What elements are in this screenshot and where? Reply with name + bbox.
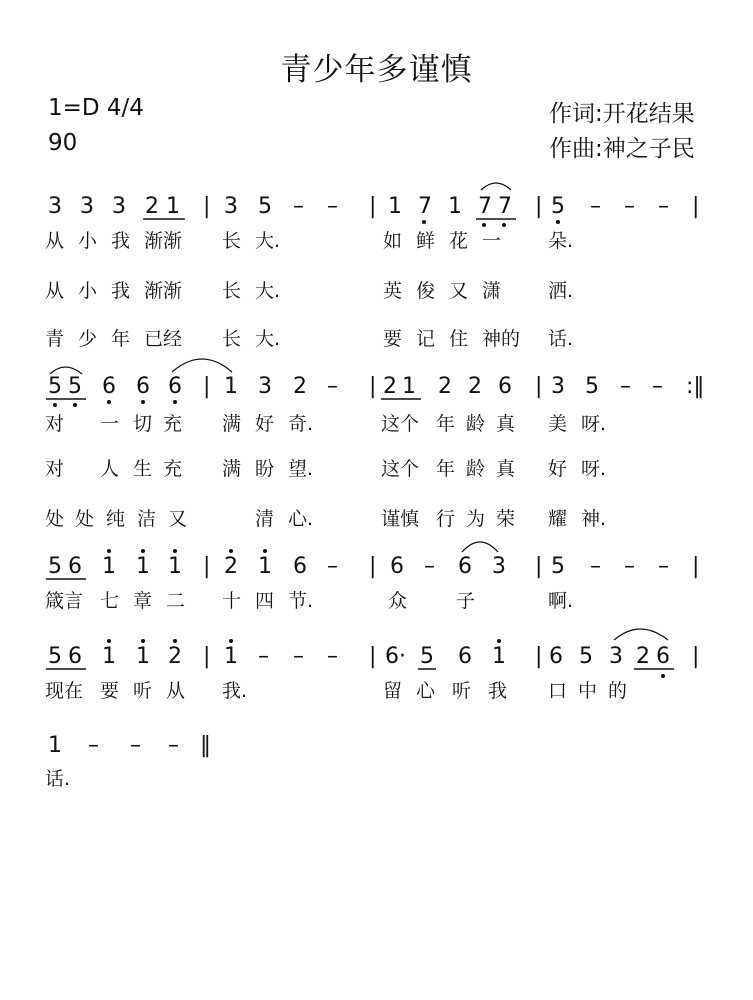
lyric: 章 — [133, 590, 153, 612]
upper-octave-dot — [141, 549, 145, 553]
lyric: 话. — [548, 328, 574, 350]
lyric: 心. — [288, 508, 314, 530]
lyric: 谨慎 — [381, 508, 420, 530]
barline: | — [203, 194, 211, 219]
lyric: 一 — [100, 413, 120, 435]
tempo: 90 — [48, 130, 78, 156]
lyric: 奇. — [288, 413, 314, 435]
note: 5 — [551, 554, 565, 579]
dash: – — [590, 554, 601, 579]
upper-octave-dot — [107, 639, 111, 643]
note: 2 — [293, 374, 307, 399]
note: 2 — [636, 644, 650, 669]
lyric: 又 — [168, 508, 188, 530]
lyric: 这个 — [381, 413, 420, 435]
score-row-5 — [48, 733, 211, 758]
lyric: 众 — [388, 590, 408, 612]
lyric: 龄 — [466, 458, 486, 480]
note: 6 — [68, 554, 82, 579]
lyric: 大. — [255, 230, 281, 252]
lyric: 满 — [222, 413, 242, 435]
dash: – — [88, 733, 99, 758]
note: 1 — [136, 644, 150, 669]
upper-octave-dot — [141, 639, 145, 643]
dash: – — [590, 194, 601, 219]
dash: – — [293, 644, 304, 669]
lyric: 已经 — [144, 328, 183, 350]
lyric: 好 — [548, 458, 568, 480]
composer: 作曲:神之子民 — [549, 136, 695, 162]
lyric: 记 — [416, 328, 436, 350]
dash: – — [327, 374, 338, 399]
barline: | — [203, 644, 211, 669]
note: 1 — [224, 644, 238, 669]
note: 3 — [80, 194, 94, 219]
note: 5 — [551, 194, 565, 219]
lyrics-row-3 — [45, 589, 573, 612]
lyric: 呀. — [581, 458, 607, 480]
lyric: 要 — [100, 680, 120, 702]
lyric: 这个 — [381, 458, 420, 480]
lyric: 七 — [100, 590, 120, 612]
note: 2 — [168, 644, 182, 669]
lyric: 年 — [436, 458, 456, 480]
lyric: 长 — [222, 328, 242, 350]
lyric: 行 — [436, 508, 456, 530]
barline: | — [369, 374, 377, 399]
lyric: 美 — [548, 413, 568, 435]
lyric: 荣 — [496, 508, 516, 530]
lyric: 处 — [45, 508, 65, 530]
dash: – — [327, 554, 338, 579]
lyric: 口 — [548, 680, 568, 702]
note: 6 — [458, 554, 472, 579]
note: 7 — [418, 194, 432, 219]
upper-octave-dot — [107, 549, 111, 553]
lyric: 少 — [78, 328, 98, 350]
lyrics-row-2 — [45, 413, 606, 530]
lyric: 真 — [496, 458, 516, 480]
score-row-4 — [46, 629, 699, 678]
note: 1 — [166, 194, 180, 219]
lyric: 渐渐 — [144, 280, 183, 302]
lyric: 啊. — [548, 590, 574, 612]
barline: | — [692, 644, 700, 669]
upper-octave-dot — [229, 639, 233, 643]
lyrics-row-4 — [45, 680, 627, 702]
lyric: 望. — [288, 458, 314, 480]
note: 3 — [48, 194, 62, 219]
lyric: 听 — [133, 680, 153, 702]
barline: | — [535, 374, 543, 399]
dash: – — [327, 194, 338, 219]
dash: – — [624, 554, 635, 579]
dash: – — [258, 644, 269, 669]
note: 1 — [168, 554, 182, 579]
lyric: 龄 — [466, 413, 486, 435]
lyric: 充 — [163, 413, 183, 435]
note: 6 — [458, 644, 472, 669]
lyric: 处 — [75, 508, 95, 530]
note: 2 — [438, 374, 452, 399]
lyric: 一 — [482, 230, 502, 252]
barline: | — [369, 644, 377, 669]
tie — [172, 359, 232, 372]
note: 7 — [478, 194, 492, 219]
lyric: 切 — [133, 413, 153, 435]
lyric: 从 — [45, 230, 65, 252]
lyrics-row-1 — [45, 230, 573, 350]
lyric: 耀 — [548, 508, 568, 530]
note: 3 — [609, 644, 623, 669]
note: 6 — [390, 554, 404, 579]
lyric: 神的 — [482, 328, 521, 350]
barline: | — [369, 554, 377, 579]
lyric: 充 — [163, 458, 183, 480]
note: 6 — [102, 374, 116, 399]
final-barline: ‖ — [200, 733, 211, 758]
note: 5 — [420, 644, 434, 669]
barline: | — [203, 554, 211, 579]
note: 1 — [492, 644, 506, 669]
note: 1 — [258, 554, 272, 579]
score-row-1 — [48, 183, 699, 227]
note: 5 — [579, 644, 593, 669]
lower-octave-dot — [141, 400, 145, 404]
key-meter: 1=D 4/4 — [48, 95, 144, 121]
lyric: 小 — [78, 230, 98, 252]
upper-octave-dot — [173, 549, 177, 553]
note: 5 — [48, 554, 62, 579]
note: 1 — [224, 374, 238, 399]
lyric: 神. — [581, 508, 607, 530]
lyric: 大. — [255, 280, 281, 302]
slur — [50, 367, 82, 374]
note: 6· — [385, 644, 406, 669]
note: 7 — [498, 194, 512, 219]
note: 6 — [68, 644, 82, 669]
lower-octave-dot — [107, 400, 111, 404]
barline: | — [369, 194, 377, 219]
lyric: 花 — [449, 230, 469, 252]
note: 1 — [448, 194, 462, 219]
lyric: 俊 — [416, 280, 436, 302]
lyric: 中 — [578, 680, 598, 702]
lyric: 我. — [222, 680, 248, 702]
dash: – — [424, 554, 435, 579]
lyric: 满 — [222, 458, 242, 480]
lyric: 好 — [255, 413, 275, 435]
barline: | — [535, 554, 543, 579]
lyric: 为 — [466, 508, 486, 530]
lyric: 节. — [288, 590, 314, 612]
upper-octave-dot — [263, 549, 267, 553]
upper-octave-dot — [497, 639, 501, 643]
lyric: 对 — [45, 458, 65, 480]
barline: | — [692, 554, 700, 579]
lyric: 渐渐 — [144, 230, 183, 252]
note: 1 — [102, 554, 116, 579]
note: 6 — [168, 374, 182, 399]
lower-octave-dot — [53, 403, 57, 407]
dash: – — [620, 374, 631, 399]
dash: – — [327, 644, 338, 669]
lyric: 小 — [78, 280, 98, 302]
note: 2 — [468, 374, 482, 399]
lyric: 十 — [222, 590, 242, 612]
dash: – — [293, 194, 304, 219]
note: 6 — [293, 554, 307, 579]
note: 1 — [48, 733, 62, 758]
note: 3 — [224, 194, 238, 219]
dash: – — [658, 554, 669, 579]
lyric: 生 — [133, 458, 153, 480]
note: 2 — [224, 554, 238, 579]
lyric: 真 — [496, 413, 516, 435]
upper-octave-dot — [173, 639, 177, 643]
lyric: 呀. — [581, 413, 607, 435]
dash: – — [652, 374, 663, 399]
lyric: 年 — [436, 413, 456, 435]
lyric: 要 — [383, 328, 403, 350]
note: 3 — [258, 374, 272, 399]
lyric: 又 — [449, 280, 469, 302]
lyric: 青 — [45, 328, 65, 350]
lyric: 如 — [383, 230, 403, 252]
note: 5 — [68, 374, 82, 399]
lyric: 从 — [45, 280, 65, 302]
dash: – — [658, 194, 669, 219]
note: 1 — [402, 374, 416, 399]
lower-octave-dot — [73, 403, 77, 407]
lower-octave-dot — [556, 220, 560, 224]
lyric: 英 — [383, 280, 403, 302]
lyric: 子 — [456, 590, 476, 612]
lyric: 的 — [608, 680, 628, 702]
lyric: 长 — [222, 230, 242, 252]
note: 6 — [549, 644, 563, 669]
lyric: 鲜 — [416, 230, 436, 252]
repeat-end: :‖ — [686, 374, 705, 399]
lyric: 心 — [416, 680, 436, 702]
lyric: 我 — [111, 280, 131, 302]
note: 2 — [145, 194, 159, 219]
lyric: 人 — [100, 458, 120, 480]
lyric: 清 — [255, 508, 275, 530]
dash: – — [624, 194, 635, 219]
lyric: 住 — [449, 328, 469, 350]
lyric: 现在 — [45, 680, 84, 702]
lyric: 留 — [383, 680, 403, 702]
slur — [614, 629, 668, 640]
lyric: 我 — [488, 680, 508, 702]
note: 6 — [498, 374, 512, 399]
dash: – — [130, 733, 141, 758]
lower-octave-dot — [482, 223, 486, 227]
note: 1 — [102, 644, 116, 669]
note: 1 — [136, 554, 150, 579]
lyrics-row-5 — [45, 768, 70, 790]
lyric: 箴言 — [45, 590, 84, 612]
lower-octave-dot — [502, 223, 506, 227]
note: 2 — [383, 374, 397, 399]
barline: | — [535, 194, 543, 219]
lyric: 长 — [222, 280, 242, 302]
lyricist: 作词:开花结果 — [549, 101, 695, 127]
score-row-3 — [46, 542, 699, 579]
note: 5 — [585, 374, 599, 399]
note: 6 — [136, 374, 150, 399]
lyric: 听 — [452, 680, 472, 702]
lyric: 年 — [111, 328, 131, 350]
lyric: 四 — [255, 590, 275, 612]
barline: | — [535, 644, 543, 669]
note: 5 — [258, 194, 272, 219]
slur — [481, 183, 511, 190]
lyric: 从 — [166, 680, 186, 702]
lyric: 我 — [111, 230, 131, 252]
note: 3 — [551, 374, 565, 399]
note: 1 — [388, 194, 402, 219]
lyric: 洒. — [548, 280, 574, 302]
score-row-2 — [46, 359, 704, 407]
lower-octave-dot — [422, 220, 426, 224]
song-title: 青少年多谨慎 — [280, 52, 473, 88]
slur — [462, 542, 498, 552]
upper-octave-dot — [229, 549, 233, 553]
lyric: 朵. — [548, 230, 574, 252]
lyric: 二 — [166, 590, 186, 612]
lyric: 对 — [45, 413, 65, 435]
lyric: 洁 — [137, 508, 157, 530]
lower-octave-dot — [661, 674, 665, 678]
lyric: 纯 — [106, 508, 126, 530]
lyric: 话. — [45, 768, 71, 790]
note: 5 — [48, 644, 62, 669]
dash: – — [168, 733, 179, 758]
lyric: 潇 — [482, 280, 502, 302]
lyric: 盼 — [255, 458, 275, 480]
note: 5 — [48, 374, 62, 399]
barline: | — [203, 374, 211, 399]
lower-octave-dot — [173, 400, 177, 404]
lyric: 大. — [255, 328, 281, 350]
note: 3 — [112, 194, 126, 219]
note: 6 — [656, 644, 670, 669]
barline: | — [692, 194, 700, 219]
note: 3 — [492, 554, 506, 579]
